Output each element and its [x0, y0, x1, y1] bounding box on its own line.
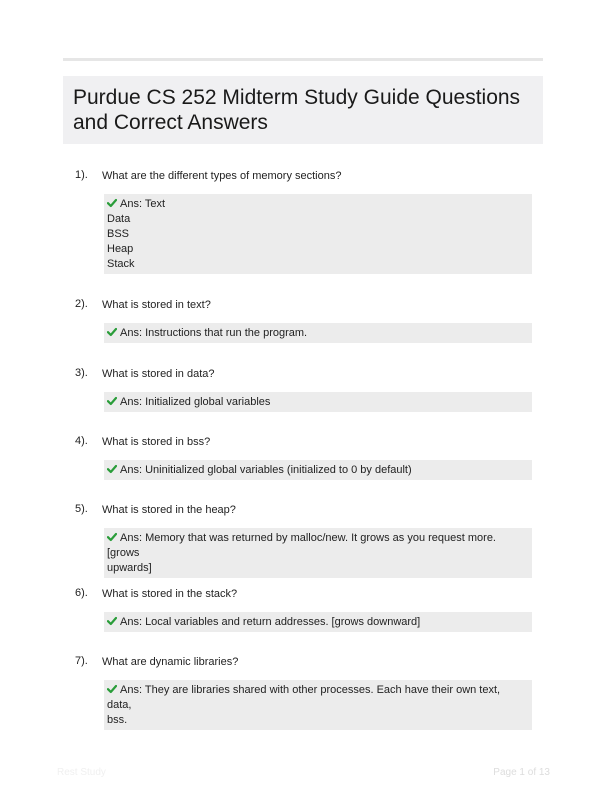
footer-watermark: Rest Study: [57, 767, 106, 778]
answer-text: Stack: [107, 258, 135, 270]
answer-text: upwards]: [107, 562, 152, 574]
answer-box: [104, 460, 532, 480]
top-divider: [63, 58, 543, 61]
answer-line: [107, 395, 526, 410]
question-text: What is stored in the stack?: [102, 588, 238, 600]
question-number: 5).: [75, 503, 88, 515]
page-title: Purdue CS 252 Midterm Study Guide Questions and Correct Answers: [73, 86, 521, 134]
answer-line: [107, 257, 526, 272]
answer-box: [104, 612, 532, 632]
answer-line: [107, 197, 526, 212]
question-text: What is stored in the heap?: [102, 504, 236, 516]
answer-box: [104, 392, 532, 412]
check-icon: [107, 396, 117, 406]
answer-line: [107, 615, 526, 630]
answer-line: [107, 212, 526, 227]
page-number: Page 1 of 13: [493, 767, 550, 778]
answer-line: [107, 713, 526, 728]
answer-line: [107, 326, 526, 341]
answer-box: [104, 194, 532, 274]
answer-line: [107, 227, 526, 242]
answer-line: [107, 561, 526, 576]
answer-box: [104, 528, 532, 578]
answer-text: Data: [107, 213, 131, 225]
question-text: What is stored in text?: [102, 299, 211, 311]
answer-box: [104, 680, 532, 730]
question-text: What are dynamic libraries?: [102, 656, 239, 668]
check-icon: [107, 464, 117, 474]
question-number: 2).: [75, 298, 88, 310]
answer-line: [107, 531, 526, 561]
question-number: 7).: [75, 655, 88, 667]
answer-line: [107, 463, 526, 478]
check-icon: [107, 684, 117, 694]
check-icon: [107, 532, 117, 542]
question-text: What is stored in bss?: [102, 436, 211, 448]
answer-text: Ans: Memory that was returned by malloc/new. It grows as you request more. [grows: [107, 532, 500, 559]
question-text: What is stored in data?: [102, 368, 215, 380]
check-icon: [107, 198, 117, 208]
check-icon: [107, 616, 117, 626]
question-number: 3).: [75, 367, 88, 379]
answer-text: Ans: Initialized global variables: [120, 396, 271, 408]
question-number: 6).: [75, 587, 88, 599]
answer-text: Ans: Instructions that run the program.: [120, 327, 308, 339]
answer-text: BSS: [107, 228, 130, 240]
answer-text: Ans: Text: [120, 198, 166, 210]
question-text: What are the different types of memory sections?: [102, 170, 342, 182]
answer-text: Ans: Local variables and return addresses. [grows downward]: [120, 616, 421, 628]
check-icon: [107, 327, 117, 337]
answer-line: [107, 242, 526, 257]
question-number: 1).: [75, 169, 88, 181]
answer-text: bss.: [107, 714, 128, 726]
answer-text: Ans: Uninitialized global variables (initialized to 0 by default): [120, 464, 412, 476]
answer-box: [104, 323, 532, 343]
answer-text: Heap: [107, 243, 134, 255]
question-number: 4).: [75, 435, 88, 447]
answer-line: [107, 683, 526, 713]
answer-text: Ans: They are libraries shared with other processes. Each have their own text, data,: [107, 684, 504, 711]
title-banner: [63, 76, 543, 144]
